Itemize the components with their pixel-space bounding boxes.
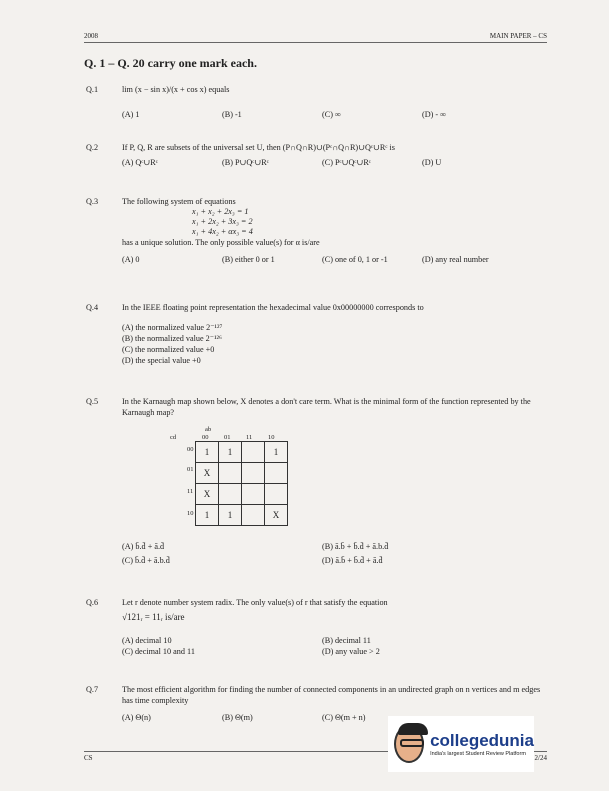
kmap-cell <box>219 484 242 505</box>
mascot-icon <box>394 725 424 763</box>
equation-3: x₁ + 4x₂ + αx₃ = 4 <box>192 227 253 236</box>
kmap-cell <box>242 442 265 463</box>
kmap-cell: X <box>196 484 219 505</box>
kmap-grid <box>195 441 288 526</box>
question-number: Q.4 <box>86 303 99 312</box>
kmap-cell <box>219 463 242 484</box>
question-number: Q.1 <box>86 85 99 94</box>
question-text-2: has a unique solution. The only possible value(s) for α is/are <box>122 238 320 247</box>
kmap-cell <box>265 463 288 484</box>
kmap-grid-row <box>196 505 288 526</box>
kmap-grid-row <box>196 442 288 463</box>
option-c: (C) ∞ <box>322 110 341 119</box>
option-b: (B) decimal 11 <box>322 636 371 645</box>
option-b: (B) Θ(m) <box>222 713 253 722</box>
question-number: Q.6 <box>86 598 99 607</box>
kmap-row-11: 11 <box>187 488 194 495</box>
option-d: (D) the special value +0 <box>122 356 201 365</box>
kmap-col-10: 10 <box>268 434 275 441</box>
options <box>122 254 542 265</box>
option-c: (C) Pᶜ∪Qᶜ∪Rᶜ <box>322 158 371 167</box>
kmap-col-11: 11 <box>246 434 253 441</box>
kmap-cell <box>242 463 265 484</box>
option-d: (D) - ∞ <box>422 110 447 119</box>
question-text: lim (x − sin x)/(x + cos x) equals <box>122 85 230 94</box>
kmap-cell <box>242 505 265 526</box>
section-title: Q. 1 – Q. 20 carry one mark each. <box>84 56 257 70</box>
footer-left: CS <box>84 754 93 762</box>
option-c: (C) b̄.d̄ + ā.b.d̄ <box>122 556 170 565</box>
kmap-cell <box>242 484 265 505</box>
option-d: (D) ā.b̄ + b̄.d̄ + ā.d̄ <box>322 556 383 565</box>
option-c: (C) Θ(m + n) <box>322 713 366 722</box>
kmap-cell: 1 <box>265 442 288 463</box>
header-year: 2008 <box>84 32 98 40</box>
kmap-cell: 1 <box>196 442 219 463</box>
question-equation: √121ᵣ = 11ᵣ is/are <box>122 612 185 622</box>
kmap-cell: X <box>196 463 219 484</box>
question-number: Q.5 <box>86 397 99 406</box>
page-header <box>84 32 547 43</box>
option-a: (A) Θ(n) <box>122 713 151 722</box>
options-row-2 <box>122 555 542 566</box>
option-a: (A) b̄.d̄ + ā.d̄ <box>122 542 165 551</box>
kmap-cell <box>265 484 288 505</box>
question-text: The following system of equations <box>122 197 236 206</box>
option-b: (B) either 0 or 1 <box>222 255 275 264</box>
kmap-grid-row <box>196 484 288 505</box>
option-a: (A) 1 <box>122 110 140 119</box>
option-c: (C) the normalized value +0 <box>122 345 215 354</box>
option-c: (C) one of 0, 1 or -1 <box>322 255 388 264</box>
option-b: (B) P∪Qᶜ∪Rᶜ <box>222 158 269 167</box>
footer-page: 2/24 <box>534 754 547 762</box>
option-a: (A) Qᶜ∪Rᶜ <box>122 158 158 167</box>
kmap-row-01: 01 <box>187 466 194 473</box>
options <box>122 157 542 168</box>
question-text: In the Karnaugh map shown below, X denotes a don't care term. What is the minimal form of the function represented by the Karnaugh map? <box>122 397 531 417</box>
question-number: Q.3 <box>86 197 99 206</box>
option-d: (D) U <box>422 158 442 167</box>
logo-tagline: India's largest Student Review Platform <box>430 751 526 757</box>
options <box>122 109 542 120</box>
question-text: In the IEEE floating point representation the hexadecimal value 0x00000000 corresponds to <box>122 303 424 312</box>
question-text: If P, Q, R are subsets of the universal set U, then (P∩Q∩R)∪(Pᶜ∩Q∩R)∪Qᶜ∪Rᶜ is <box>122 143 395 152</box>
option-d: (D) any real number <box>422 255 489 264</box>
options <box>122 322 542 366</box>
question-text: The most efficient algorithm for finding the number of connected components in an undirected graph on n vertices and m edges has time complexity <box>122 685 541 705</box>
kmap-cell: 1 <box>196 505 219 526</box>
equation-1: x₁ + x₂ + 2x₃ = 1 <box>192 207 249 216</box>
kmap-cell: 1 <box>219 505 242 526</box>
option-d: (D) any value > 2 <box>322 647 380 656</box>
logo-name: collegedunia <box>430 731 534 750</box>
option-b: (B) the normalized value 2⁻¹²⁶ <box>122 334 222 343</box>
question-number: Q.2 <box>86 143 99 152</box>
question-number: Q.7 <box>86 685 99 694</box>
option-a: (A) decimal 10 <box>122 636 172 645</box>
kmap-row-10: 10 <box>187 510 194 517</box>
kmap-col-00: 00 <box>202 434 209 441</box>
kmap-cell: X <box>265 505 288 526</box>
kmap-cell: 1 <box>219 442 242 463</box>
option-a: (A) the normalized value 2⁻¹²⁷ <box>122 323 223 332</box>
options-row-2 <box>122 646 542 657</box>
option-a: (A) 0 <box>122 255 140 264</box>
kmap-grid-row <box>196 463 288 484</box>
kmap-col-01: 01 <box>224 434 231 441</box>
kmap-cd-label: cd <box>170 434 177 441</box>
option-c: (C) decimal 10 and 11 <box>122 647 195 656</box>
kmap-row-00: 00 <box>187 446 194 453</box>
options-row-1 <box>122 635 542 646</box>
option-b: (B) -1 <box>222 110 242 119</box>
option-b: (B) ā.b̄ + b̄.d̄ + ā.b.d̄ <box>322 542 389 551</box>
options-row-1 <box>122 541 542 552</box>
equation-2: x₁ + 2x₂ + 3x₃ = 2 <box>192 217 253 226</box>
kmap-ab-label: ab <box>205 426 212 433</box>
collegedunia-logo <box>388 716 534 772</box>
question-text: Let r denote number system radix. The only value(s) of r that satisfy the equation <box>122 598 388 607</box>
header-paper: MAIN PAPER – CS <box>489 32 547 40</box>
